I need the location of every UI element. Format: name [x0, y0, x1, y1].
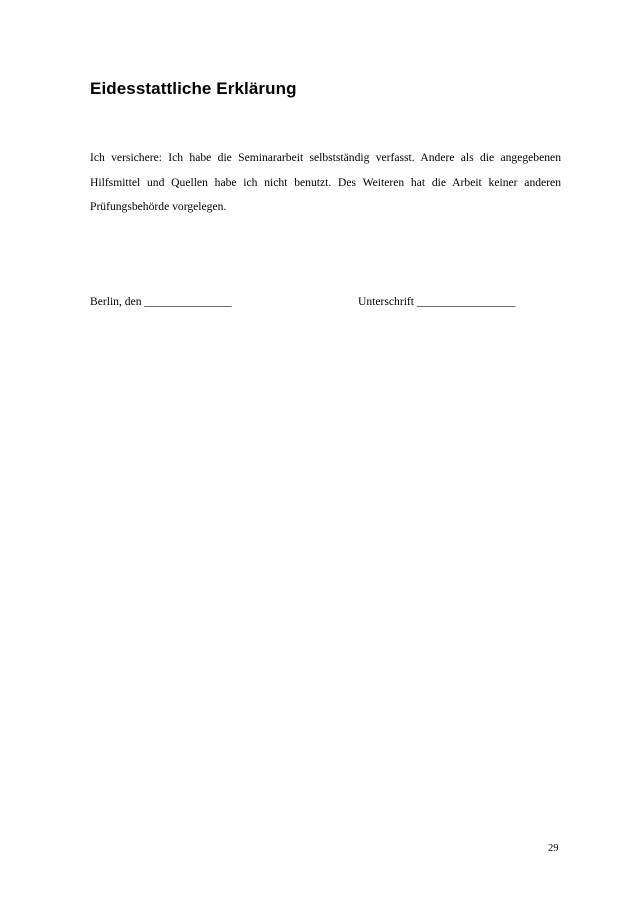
- page-title: Eidesstattliche Erklärung: [90, 79, 297, 98]
- place-date-line: Berlin, den _______________: [90, 295, 232, 308]
- declaration-paragraph: Ich versichere: Ich habe die Seminararbeit selbstständig verfasst. Andere als die angegebenen Hilfsmittel und Quellen habe ich nicht benutzt. Des Weiteren hat die Arbeit keiner anderen Prüfungsbehörde vorgelegen.: [90, 151, 561, 213]
- page-number: 29: [548, 843, 559, 854]
- signature-line: Unterschrift _________________: [358, 295, 516, 308]
